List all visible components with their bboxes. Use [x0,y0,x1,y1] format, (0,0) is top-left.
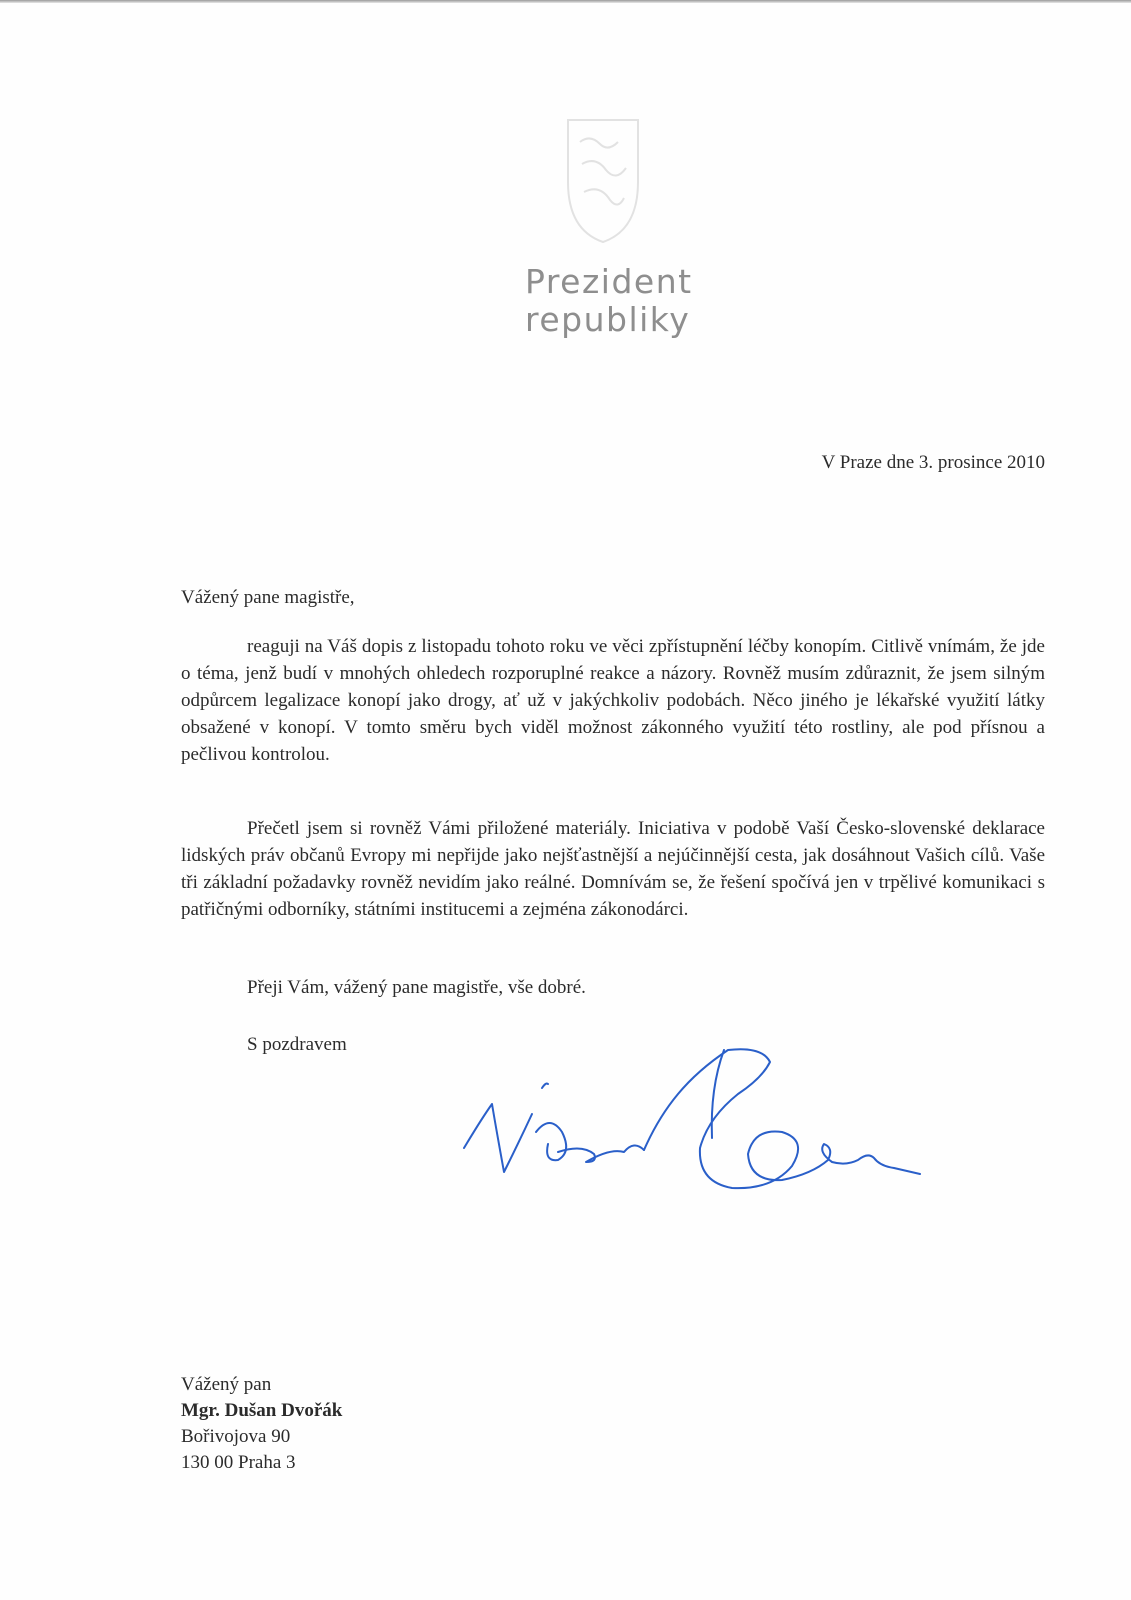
body-paragraph-2: Přečetl jsem si rovněž Vámi přiložené materiály. Iniciativa v podobě Vaší Česko-slovenské deklarace lidských práv občanů Evropy mi nepřijde jako nejšťastnější a nejúčinnější cesta, jak dosáhnout Vašich cílů. Vaše tři základní požadavky rovněž nevidím jako reálné. Domnívám se, že řešení spočívá jen v trpělivé komunikaci s patřičnými odborníky, státními institucemi a zejména zákonodárci. [181,818,1045,920]
scan-top-edge [0,0,1131,3]
recipient-city: 130 00 Praha 3 [181,1452,296,1473]
state-emblem-icon [560,112,646,248]
closing-wishes: Přeji Vám, vážený pane magistře, vše dobré. [247,977,586,998]
body-paragraph-1: reaguji na Váš dopis z listopadu tohoto roku ve věci zpřístupnění léčby konopím. Citlivě vnímám, že jde o téma, jenž budí v mnohých ohledech rozporuplné reakce a názory. Rovněž musím zdůraznit, že jsem silným odpůrcem legalizace konopí jako drogy, ať už v jakýchkoliv podobách. Něco jiného je lékařské využití látky obsažené v konopí. V tomto směru bych viděl možnost zákonného využití této rostliny, ale pod přísnou a pečlivou kontrolou. [181,636,1045,765]
recipient-title: Vážený pan [181,1374,272,1395]
handwritten-signature [462,1048,932,1228]
closing-regards: S pozdravem [247,1034,347,1055]
recipient-street: Bořivojova 90 [181,1426,291,1447]
recipient-name: Mgr. Dušan Dvořák [181,1400,343,1421]
recipient-address [181,1372,342,1476]
letterhead [525,263,693,339]
letterhead-line-1: Prezident [525,262,693,301]
letterhead-line-2: republiky [525,300,691,339]
salutation: Vážený pane magistře, [181,587,355,608]
letter-date: V Praze dne 3. prosince 2010 [821,452,1045,473]
